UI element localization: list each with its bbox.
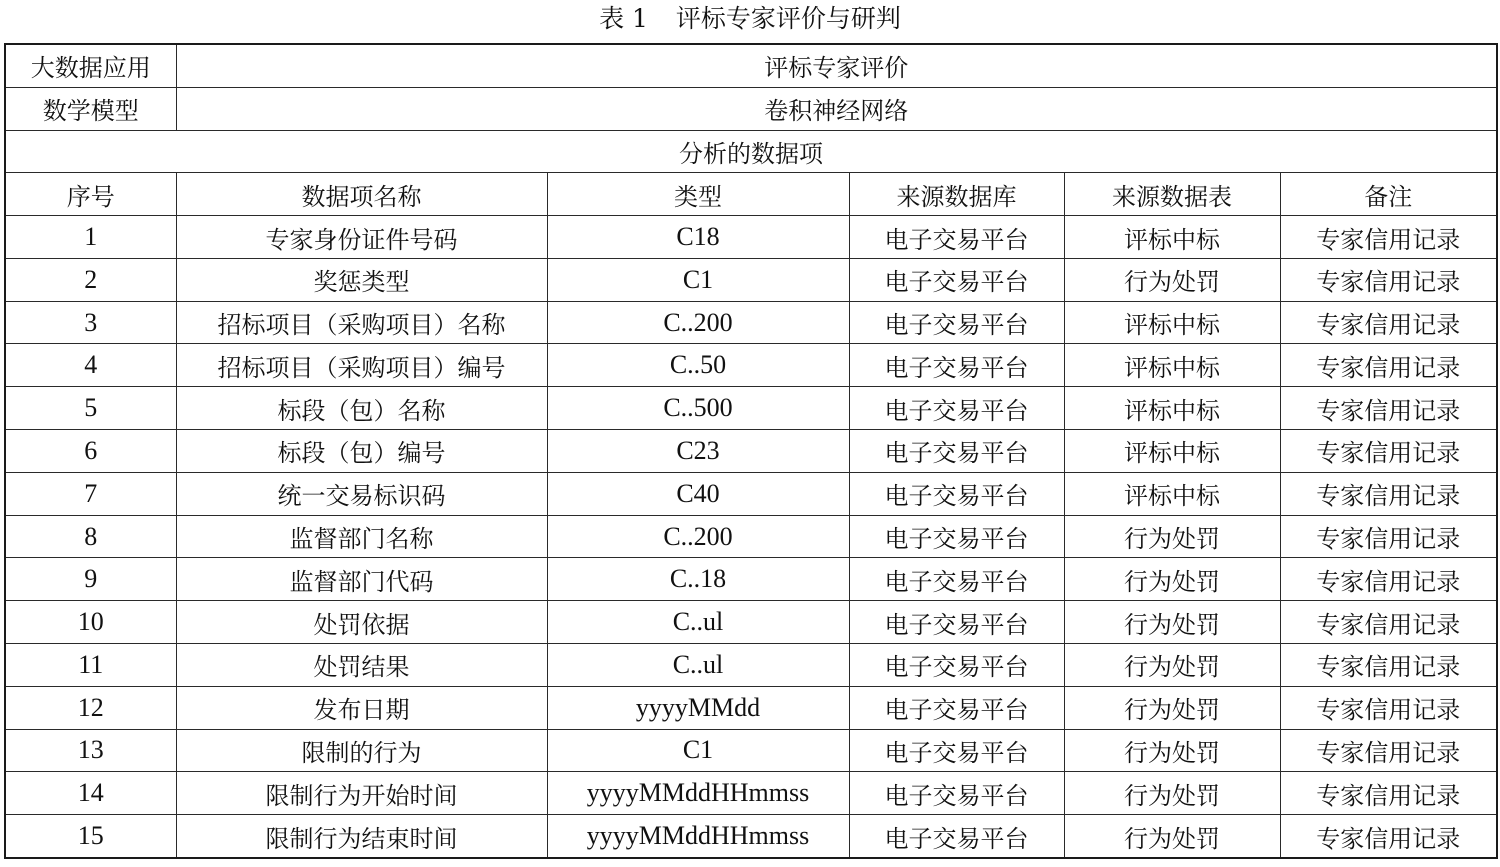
source-database: 电子交易平台 [849, 216, 1064, 259]
data-item-name: 处罚结果 [176, 643, 547, 686]
table-row [5, 815, 1497, 858]
table-row [5, 344, 1497, 387]
table-row [5, 601, 1497, 644]
section-header: 分析的数据项 [5, 130, 1497, 173]
remark: 专家信用记录 [1280, 686, 1497, 729]
source-table: 行为处罚 [1064, 515, 1280, 558]
meta-value: 卷积神经网络 [176, 87, 1497, 130]
section-header-row [5, 130, 1497, 173]
table-row [5, 258, 1497, 301]
source-table: 评标中标 [1064, 430, 1280, 473]
source-database: 电子交易平台 [849, 344, 1064, 387]
source-table: 评标中标 [1064, 344, 1280, 387]
table-row [5, 301, 1497, 344]
data-item-name: 统一交易标识码 [176, 472, 547, 515]
remark: 专家信用记录 [1280, 515, 1497, 558]
remark: 专家信用记录 [1280, 643, 1497, 686]
table-row [5, 515, 1497, 558]
source-table: 评标中标 [1064, 387, 1280, 430]
remark: 专家信用记录 [1280, 772, 1497, 815]
source-database: 电子交易平台 [849, 472, 1064, 515]
data-item-name: 奖惩类型 [176, 258, 547, 301]
table-row [5, 430, 1497, 473]
remark: 专家信用记录 [1280, 558, 1497, 601]
table-row [5, 387, 1497, 430]
table-number: 表 1 [599, 4, 648, 33]
column-header: 类型 [547, 173, 849, 216]
remark: 专家信用记录 [1280, 301, 1497, 344]
data-item-name: 招标项目（采购项目）编号 [176, 344, 547, 387]
table-caption [0, 0, 1500, 40]
table-title: 评标专家评价与研判 [675, 4, 901, 33]
source-database: 电子交易平台 [849, 301, 1064, 344]
data-item-type: C40 [547, 472, 849, 515]
source-database: 电子交易平台 [849, 430, 1064, 473]
data-item-type: yyyyMMddHHmmss [547, 815, 849, 858]
source-table: 行为处罚 [1064, 601, 1280, 644]
data-item-type: C..200 [547, 515, 849, 558]
row-number: 4 [5, 344, 176, 387]
data-item-name: 招标项目（采购项目）名称 [176, 301, 547, 344]
remark: 专家信用记录 [1280, 601, 1497, 644]
data-item-type: C23 [547, 430, 849, 473]
source-database: 电子交易平台 [849, 515, 1064, 558]
meta-label: 大数据应用 [5, 44, 176, 87]
row-number: 7 [5, 472, 176, 515]
meta-row-application [5, 44, 1497, 87]
row-number: 11 [5, 643, 176, 686]
source-table: 行为处罚 [1064, 643, 1280, 686]
data-item-name: 监督部门名称 [176, 515, 547, 558]
table-row [5, 643, 1497, 686]
meta-label: 数学模型 [5, 87, 176, 130]
data-items-table [4, 43, 1498, 859]
data-item-type: C..ul [547, 601, 849, 644]
data-item-type: C..200 [547, 301, 849, 344]
data-item-type: C1 [547, 258, 849, 301]
table-row [5, 729, 1497, 772]
remark: 专家信用记录 [1280, 815, 1497, 858]
source-table: 行为处罚 [1064, 772, 1280, 815]
source-database: 电子交易平台 [849, 772, 1064, 815]
data-item-type: C..18 [547, 558, 849, 601]
data-item-type: yyyyMMddHHmmss [547, 772, 849, 815]
source-database: 电子交易平台 [849, 815, 1064, 858]
table-body [5, 44, 1497, 858]
column-header: 来源数据表 [1064, 173, 1280, 216]
data-item-type: C..50 [547, 344, 849, 387]
row-number: 6 [5, 430, 176, 473]
data-item-name: 处罚依据 [176, 601, 547, 644]
source-table: 行为处罚 [1064, 258, 1280, 301]
data-item-name: 专家身份证件号码 [176, 216, 547, 259]
row-number: 15 [5, 815, 176, 858]
remark: 专家信用记录 [1280, 729, 1497, 772]
data-item-name: 发布日期 [176, 686, 547, 729]
column-header: 备注 [1280, 173, 1497, 216]
data-item-name: 监督部门代码 [176, 558, 547, 601]
source-table: 行为处罚 [1064, 558, 1280, 601]
remark: 专家信用记录 [1280, 387, 1497, 430]
source-table: 行为处罚 [1064, 729, 1280, 772]
source-table: 评标中标 [1064, 216, 1280, 259]
row-number: 2 [5, 258, 176, 301]
source-database: 电子交易平台 [849, 729, 1064, 772]
data-item-type: yyyyMMdd [547, 686, 849, 729]
data-item-type: C18 [547, 216, 849, 259]
remark: 专家信用记录 [1280, 344, 1497, 387]
table-row [5, 472, 1497, 515]
remark: 专家信用记录 [1280, 216, 1497, 259]
source-database: 电子交易平台 [849, 686, 1064, 729]
table-row [5, 772, 1497, 815]
source-database: 电子交易平台 [849, 387, 1064, 430]
remark: 专家信用记录 [1280, 258, 1497, 301]
data-item-name: 标段（包）编号 [176, 430, 547, 473]
table-row [5, 558, 1497, 601]
source-table: 行为处罚 [1064, 815, 1280, 858]
row-number: 9 [5, 558, 176, 601]
meta-row-model [5, 87, 1497, 130]
source-database: 电子交易平台 [849, 558, 1064, 601]
remark: 专家信用记录 [1280, 472, 1497, 515]
row-number: 1 [5, 216, 176, 259]
source-database: 电子交易平台 [849, 258, 1064, 301]
source-database: 电子交易平台 [849, 643, 1064, 686]
data-item-type: C..ul [547, 643, 849, 686]
data-item-name: 限制行为开始时间 [176, 772, 547, 815]
column-header: 数据项名称 [176, 173, 547, 216]
data-item-type: C..500 [547, 387, 849, 430]
data-item-name: 限制行为结束时间 [176, 815, 547, 858]
column-header: 来源数据库 [849, 173, 1064, 216]
source-table: 评标中标 [1064, 301, 1280, 344]
row-number: 5 [5, 387, 176, 430]
meta-value: 评标专家评价 [176, 44, 1497, 87]
source-table: 评标中标 [1064, 472, 1280, 515]
data-item-type: C1 [547, 729, 849, 772]
row-number: 12 [5, 686, 176, 729]
table-row [5, 216, 1497, 259]
remark: 专家信用记录 [1280, 430, 1497, 473]
table-row [5, 686, 1497, 729]
row-number: 3 [5, 301, 176, 344]
source-database: 电子交易平台 [849, 601, 1064, 644]
row-number: 13 [5, 729, 176, 772]
column-header: 序号 [5, 173, 176, 216]
data-item-name: 限制的行为 [176, 729, 547, 772]
data-item-name: 标段（包）名称 [176, 387, 547, 430]
row-number: 14 [5, 772, 176, 815]
row-number: 8 [5, 515, 176, 558]
column-header-row [5, 173, 1497, 216]
source-table: 行为处罚 [1064, 686, 1280, 729]
row-number: 10 [5, 601, 176, 644]
